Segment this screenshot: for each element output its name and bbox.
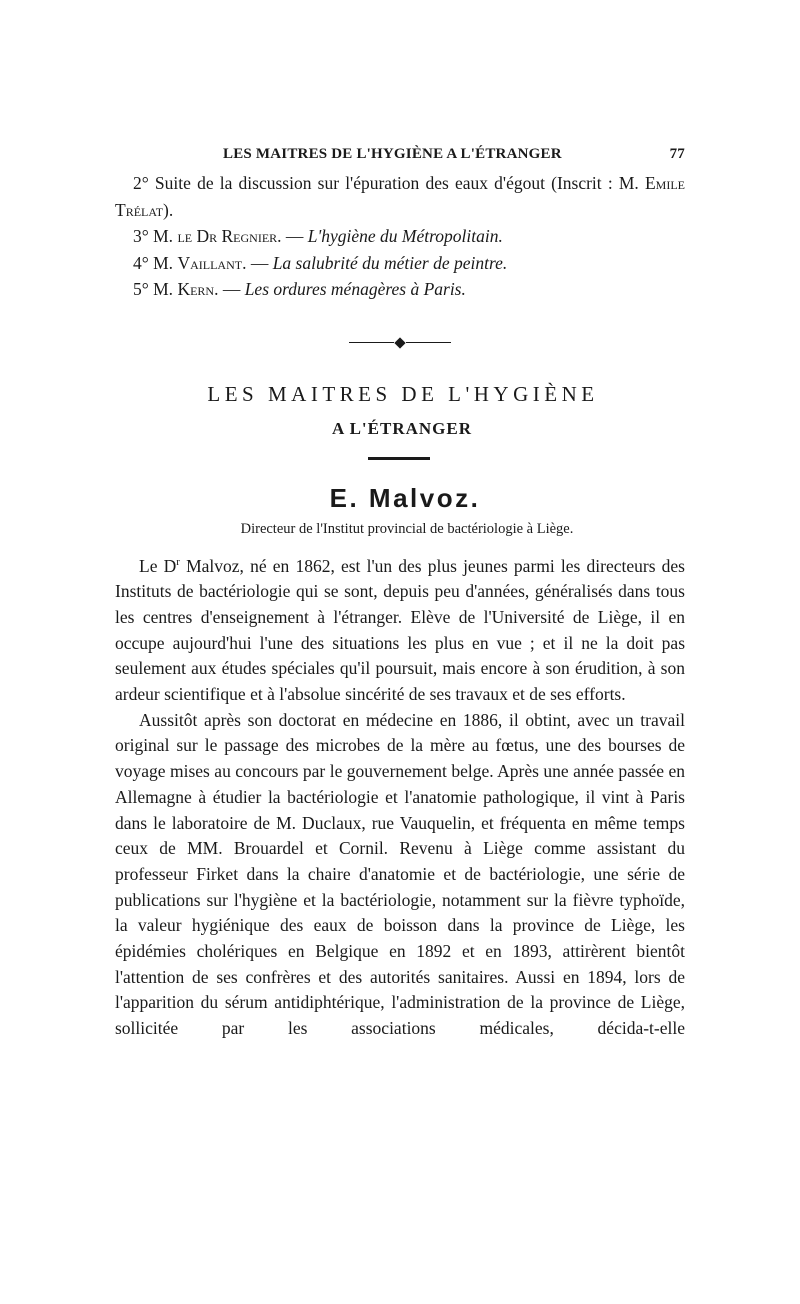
short-rule-divider bbox=[368, 457, 430, 460]
agenda-talk-title: La salubrité du métier de peintre. bbox=[272, 252, 508, 273]
agenda-item-number: 5° bbox=[133, 279, 149, 299]
agenda-separator: . — bbox=[214, 279, 241, 299]
agenda-speaker-prefix: M. bbox=[153, 279, 174, 299]
agenda-speaker-prefix: M. bbox=[618, 173, 639, 193]
agenda-item-4 bbox=[115, 250, 685, 277]
person-title: Directeur de l'Institut provincial de bactériologie à Liège. bbox=[240, 520, 574, 537]
agenda-separator: . — bbox=[277, 226, 304, 246]
agenda-item-number: 3° bbox=[133, 226, 149, 246]
agenda-speaker: le Dr Regnier bbox=[177, 226, 278, 246]
running-head bbox=[115, 142, 685, 166]
agenda-item-5 bbox=[115, 276, 685, 303]
diamond-ornament-divider bbox=[115, 337, 685, 349]
agenda-item-3 bbox=[115, 223, 685, 250]
agenda-talk-title: L'hygiène du Métropolitain. bbox=[307, 226, 503, 246]
running-title: LES MAITRES DE L'HYGIÈNE A L'ÉTRANGER bbox=[223, 146, 562, 162]
agenda-item-number: 4° bbox=[133, 252, 149, 273]
agenda-talk-title: Les ordures ménagères à Paris. bbox=[244, 279, 466, 299]
agenda-speaker: Emile Trélat bbox=[115, 173, 686, 220]
section-title: LES MAITRES DE L'HYGIÈNE bbox=[207, 381, 599, 406]
agenda-item-text: Suite de la discussion sur l'épuration des eaux d'égout (Inscrit : bbox=[154, 173, 613, 193]
divider-line-left bbox=[349, 342, 394, 344]
section-subtitle: A L'ÉTRANGER bbox=[332, 418, 472, 438]
doctor-abbrev-superscript: r bbox=[176, 555, 180, 568]
agenda-speaker-prefix: M. bbox=[153, 252, 174, 273]
agenda-item-2 bbox=[115, 170, 685, 223]
divider-line-right bbox=[406, 342, 451, 344]
agenda-close: ). bbox=[163, 199, 174, 220]
paragraph-1-start: Le D bbox=[139, 555, 177, 576]
book-page bbox=[115, 142, 685, 1042]
diamond-icon bbox=[394, 337, 405, 348]
person-name: E. Malvoz. bbox=[329, 482, 481, 513]
paragraph-1-rest: Malvoz, né en 1862, est l'un des plus jeunes parmi les directeurs des Instituts de bactériologie qui se sont, depuis peu d'années, généralisés dans tous les centres d'enseignement à l'étranger. Elève de l'Université de Liège, il en occupe aujourd'hui l'une des situations les plus en vue ; et il ne la doit pas seulement aux études spéciales qu'il poursuit, mais encore à son érudition, à son ardeur scientifique et à l'absolue sincérité de ses travaux et de ses efforts. bbox=[115, 555, 685, 705]
agenda-speaker-prefix: M. bbox=[153, 226, 174, 246]
article-body bbox=[115, 554, 685, 1042]
agenda-item-number: 2° bbox=[133, 173, 149, 193]
page-number: 77 bbox=[669, 146, 685, 162]
agenda-speaker: Vaillant bbox=[177, 252, 243, 273]
agenda-speaker: Kern bbox=[177, 279, 215, 299]
paragraph-2: Aussitôt après son doctorat en médecine en 1886, il obtint, avec un travail original sur le passage des microbes de la mère au fœtus, une des bourses de voyage mises au concours par le gouvernement belge. Après une année passée en Allemagne à étudier la bactériologie et l'anatomie pathologique, il vint à Paris dans le laboratoire de M. Duclaux, rue Vauquelin, et fréquenta en même temps ceux de MM. Brouardel et Cornil. Revenu à Liège comme assistant du professeur Firket dans la chaire d'anatomie et de bactériologie, une série de publications sur l'hygiène et la bactériologie, notamment sur la fièvre typhoïde, la valeur hygiénique des eaux de boisson dans la province de Liège, les épidémies cholériques en Belgique en 1892 et en 1893, attirèrent bientôt l'attention de ses confrères et des autorités sanitaires. Aussi en 1894, lors de l'apparition du sérum antidiphtérique, l'administration de la province de Liège, sollicitée par les associations médicales, décida-t-elle bbox=[115, 709, 685, 1039]
agenda-list bbox=[115, 170, 685, 303]
paragraph-1 bbox=[115, 554, 685, 708]
agenda-separator: . — bbox=[242, 252, 269, 273]
